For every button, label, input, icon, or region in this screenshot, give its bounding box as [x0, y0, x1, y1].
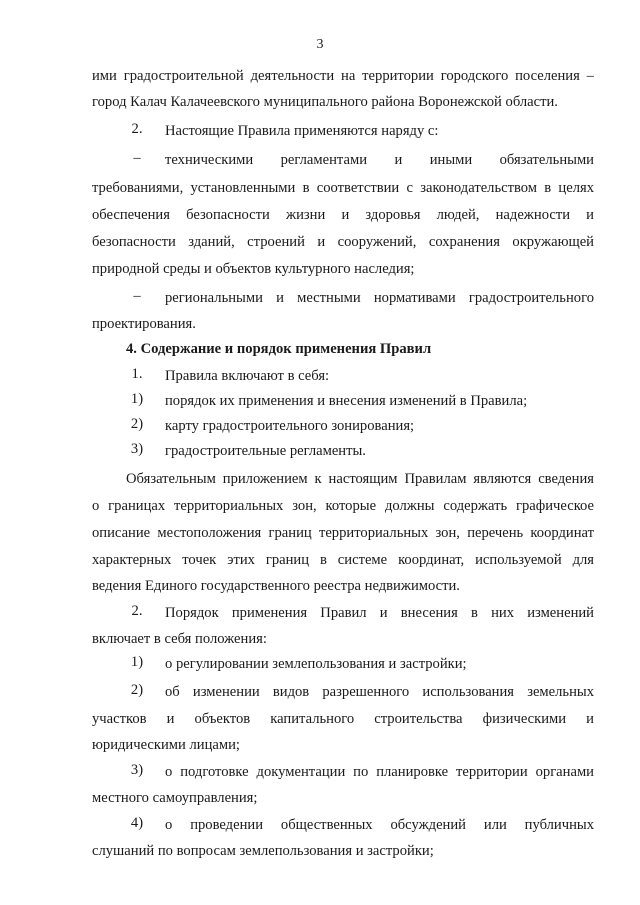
- list-item-text: порядок их применения и внесения изменений в Правила;: [165, 393, 528, 409]
- text-line: требованиями, установленными в соответствии с законодательством в целях: [92, 180, 594, 196]
- text-line: описание местоположения границ территориальных зон, перечень координат: [92, 525, 594, 541]
- list-item-text: о регулировании землепользования и застройки;: [165, 656, 467, 672]
- list-marker: 4): [130, 815, 144, 831]
- list-marker: 2): [130, 682, 144, 698]
- list-item-text: об изменении видов разрешенного использования земельных: [165, 684, 594, 700]
- text-line: слушаний по вопросам землепользования и застройки;: [92, 843, 434, 859]
- list-item-text: Правила включают в себя:: [165, 368, 330, 384]
- list-marker: 2.: [131, 603, 143, 619]
- list-item-text: карту градостроительного зонирования;: [165, 418, 415, 434]
- list-item-text: градостроительные регламенты.: [165, 443, 366, 459]
- list-item-text: региональными и местными нормативами градостроительного: [165, 290, 594, 306]
- list-marker: 1.: [131, 366, 143, 382]
- list-marker: 1): [130, 654, 144, 670]
- text-line: участков и объектов капитального строительства физическими и: [92, 711, 594, 727]
- list-item-text: о подготовке документации по планировке территории органами: [165, 764, 594, 780]
- text-line: город Калач Калачеевского муниципального района Воронежской области.: [92, 94, 558, 110]
- list-marker: 2): [130, 416, 144, 432]
- text-line: природной среды и объектов культурного наследия;: [92, 261, 415, 277]
- section-heading: 4. Содержание и порядок применения Правил: [126, 341, 432, 357]
- page-number: 3: [316, 37, 324, 52]
- list-item-text: Порядок применения Правил и внесения в них изменений: [165, 605, 594, 621]
- list-item-text: о проведении общественных обсуждений или публичных: [165, 817, 594, 833]
- list-marker: 3): [130, 441, 144, 457]
- text-line: обеспечения безопасности жизни и здоровья людей, надежности и: [92, 207, 594, 223]
- list-item-text: техническими регламентами и иными обязательными: [165, 152, 594, 168]
- list-marker: 2.: [131, 121, 143, 137]
- text-line: ведения Единого государственного реестра недвижимости.: [92, 578, 460, 594]
- list-marker: 3): [130, 762, 144, 778]
- text-line: проектирования.: [92, 316, 196, 332]
- text-line: о границах территориальных зон, которые должны содержать графическое: [92, 498, 594, 514]
- list-marker: 1): [130, 391, 144, 407]
- list-marker: –: [133, 150, 141, 166]
- text-line: характерных точек этих границ в системе координат, используемой для: [92, 552, 594, 568]
- text-line: юридическими лицами;: [92, 737, 240, 753]
- text-line: ими градостроительной деятельности на территории городского поселения –: [92, 68, 594, 84]
- list-item-text: Настоящие Правила применяются наряду с:: [165, 123, 439, 139]
- text-line: Обязательным приложением к настоящим Правилам являются сведения: [126, 471, 594, 487]
- list-marker: –: [133, 288, 141, 304]
- text-line: безопасности зданий, строений и сооружений, сохранения окружающей: [92, 234, 594, 250]
- text-line: включает в себя положения:: [92, 631, 267, 647]
- text-line: местного самоуправления;: [92, 790, 258, 806]
